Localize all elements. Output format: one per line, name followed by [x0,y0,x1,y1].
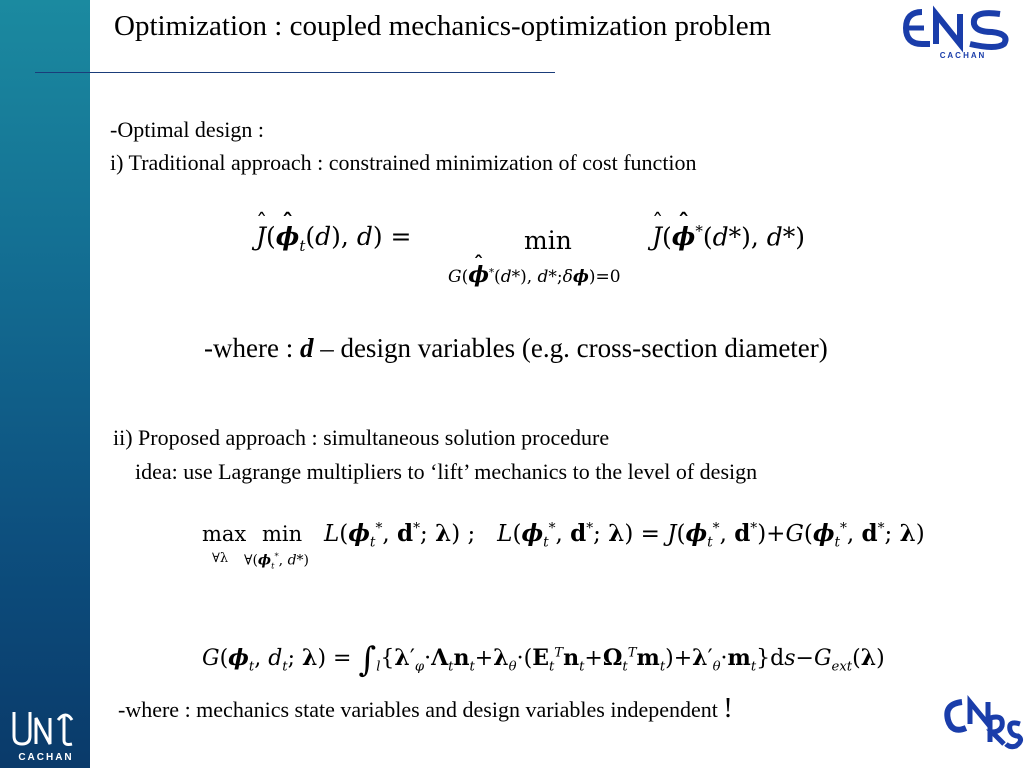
proposed-approach-text: ii) Proposed approach : simultaneous solution procedure [113,425,610,450]
formula-min-operator: min [524,226,572,255]
optimal-design-heading: -Optimal design : [110,117,264,142]
footer-note [118,693,733,725]
formula-maxmin-sub1: ∀λ [212,551,229,566]
formula-min-constraint: G(ˆ ϕ*(d*), d*;δϕ)=0 [448,262,621,288]
cnrs-logo [940,690,1024,750]
where-rest: – design variables (e.g. cross-section diameter) [313,333,828,363]
formula-min2-sub: $\forall(\phi_t^*$, d*) [244,551,310,571]
idea-text: idea: use Lagrange multipliers to ‘lift’ mechanics to the level of design [135,459,758,484]
design-variables-note [204,333,828,364]
university-cachan-logo [6,706,86,764]
footer-note-text: -where : mechanics state variables and design variables independent [118,697,718,722]
formula-min2: min [262,522,303,546]
slide-title: Optimization : coupled mechanics-optimization problem [114,10,772,42]
formula-traditional: ˆ J(ˆ $\phi_t(d)$, d) = [256,222,411,255]
formula-maxmin: max [202,522,247,546]
traditional-approach-text: i) Traditional approach : constrained minimization of cost function [110,150,697,175]
formula-constraint-G: $G(\phi_t$, $d_t$; $\lambda) = \int_l\{\lambda'_\varphi\cdot\Lambda_tn_t+\lambda_\theta\cdot(E_t^Tn_t+\Omega_t^Tm_t)+\lambda'_\theta\cdot m_t\}ds-G_{ext}(\lambda)$ [202,640,885,680]
title-underline [35,72,555,73]
where-prefix: -where : [204,333,300,363]
design-variable-symbol: d [299,333,314,363]
ens-logo-sub: C A C H A N [939,51,985,60]
formula-lagrangian: $L(\phi_t^*$, d*; λ) ; $L(\phi_t^*$, d*; $\lambda) = J(\phi_t^*$, $d^*)+G(\phi_t^*$, d*; λ) [324,520,925,551]
footer-exclamation: ! [723,693,733,724]
univ-logo-sub: CACHAN [18,752,74,763]
formula-traditional-rhs: ˆ J(ˆ ϕ*(d*), d*) [652,222,805,251]
ens-cachan-logo [900,2,1024,60]
sidebar-band [0,0,90,768]
